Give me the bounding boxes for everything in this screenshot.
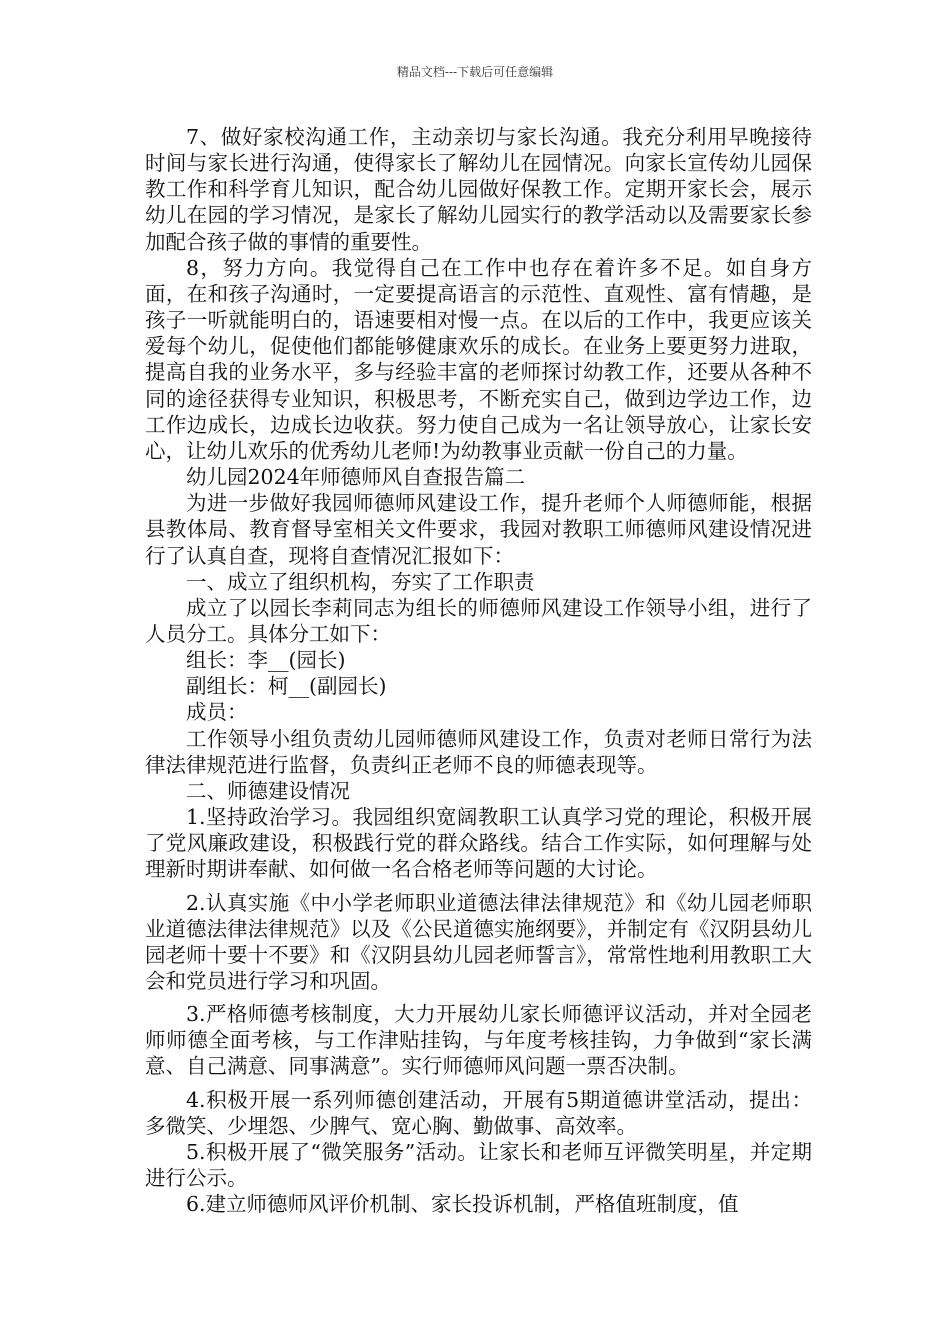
paragraph-item-8: 8，努力方向。我觉得自己在工作中也存在着许多不足。如自身方面，在和孩子沟通时，一定要提高语言的示范性、直观性、富有情趣，是孩子一听就能明白的，语速要相对慢一点。在以后的工作中，我更应该关爱每个幼儿，促使他们都能够健康欢乐的成长。在业务上要更努力进取，提高自我的业务水平，多与经验丰富的老师探讨幼教工作，还要从各种不同的途径获得专业知识，积极思考，不断充实自己，做到边学边工作，边工作边成长，边成长边收获。努力使自己成为一名让领导放心，让家长安心，让幼儿欢乐的优秀幼儿老师!为幼教事业贡献一份自己的力量。 <box>145 255 812 463</box>
list-item-5: 5.积极开展了“微笑服务”活动。让家长和老师互评微笑明星，并定期进行公示。 <box>145 1139 812 1191</box>
paragraph-group-duties: 工作领导小组负责幼儿园师德师风建设工作，负责对老师日常行为法律法律规范进行监督，负责纠正老师不良的师德表现等。 <box>145 726 812 777</box>
intro-paragraph: 为进一步做好我园师德师风建设工作，提升老师个人师德师能，根据县教体局、教育督导室相关文件要求，我园对教职工师德师风建设情况进行了认真自查，现将自查情况汇报如下： <box>145 491 812 568</box>
page-header: 精品文档---下载后可任意编辑 <box>396 65 554 79</box>
document-body <box>145 124 812 1217</box>
section-title: 幼儿园2024年师德师风自查报告篇二 <box>186 465 526 490</box>
heading-ethics-building: 二、师德建设情况 <box>186 778 350 803</box>
paragraph-item-7: 7、做好家校沟通工作，主动亲切与家长沟通。我充分利用早晚接待时间与家长进行沟通，使得家长了解幼儿在园情况。向家长宣传幼儿园保教工作和科学育儿知识，配合幼儿园做好保教工作。定期开家长会，展示幼儿在园的学习情况，是家长了解幼儿园实行的教学活动以及需要家长参加配合孩子做的事情的重要性。 <box>145 125 812 254</box>
members-line: 成员： <box>186 700 248 725</box>
paragraph-leadership-group: 成立了以园长李莉同志为组长的师德师风建设工作领导小组，进行了人员分工。具体分工如下： <box>145 595 812 646</box>
list-item-3: 3.严格师德考核制度，大力开展幼儿家长师德评议活动，并对全园老师师德全面考核，与工作津贴挂钩，与年度考核挂钩，力争做到“家长满意、自己满意、同事满意”。实行师德师风问题一票否决制。 <box>145 1002 812 1079</box>
list-item-4: 4.积极开展一系列师德创建活动，开展有5期道德讲堂活动，提出：多微笑、少埋怨、少脾气、宽心胸、勤做事、高效率。 <box>145 1087 812 1138</box>
leader-line: 组长：李__(园长) <box>186 648 346 673</box>
list-item-1: 1.坚持政治学习。我园组织宽阔教职工认真学习党的理论，积极开展了党风廉政建设，积极践行党的群众路线。结合工作实际，如何理解与处理新时期讲奉献、如何做一名合格老师等问题的大讨论。 <box>145 805 812 882</box>
heading-organization: 一、成立了组织机构，夯实了工作职责 <box>186 569 535 594</box>
deputy-leader-line: 副组长：柯__(副园长) <box>186 674 387 699</box>
list-item-2: 2.认真实施《中小学老师职业道德法律法律规范》和《幼儿园老师职业道德法律法律规范》以及《公民道德实施纲要》，并制定有《汉阴县幼儿园老师十要十不要》和《汉阴县幼儿园老师誓言》，常常性地利用教职工大会和党员进行学习和巩固。 <box>145 890 812 993</box>
list-item-6: 6.建立师德师风评价机制、家长投诉机制，严格值班制度，值 <box>186 1192 739 1217</box>
